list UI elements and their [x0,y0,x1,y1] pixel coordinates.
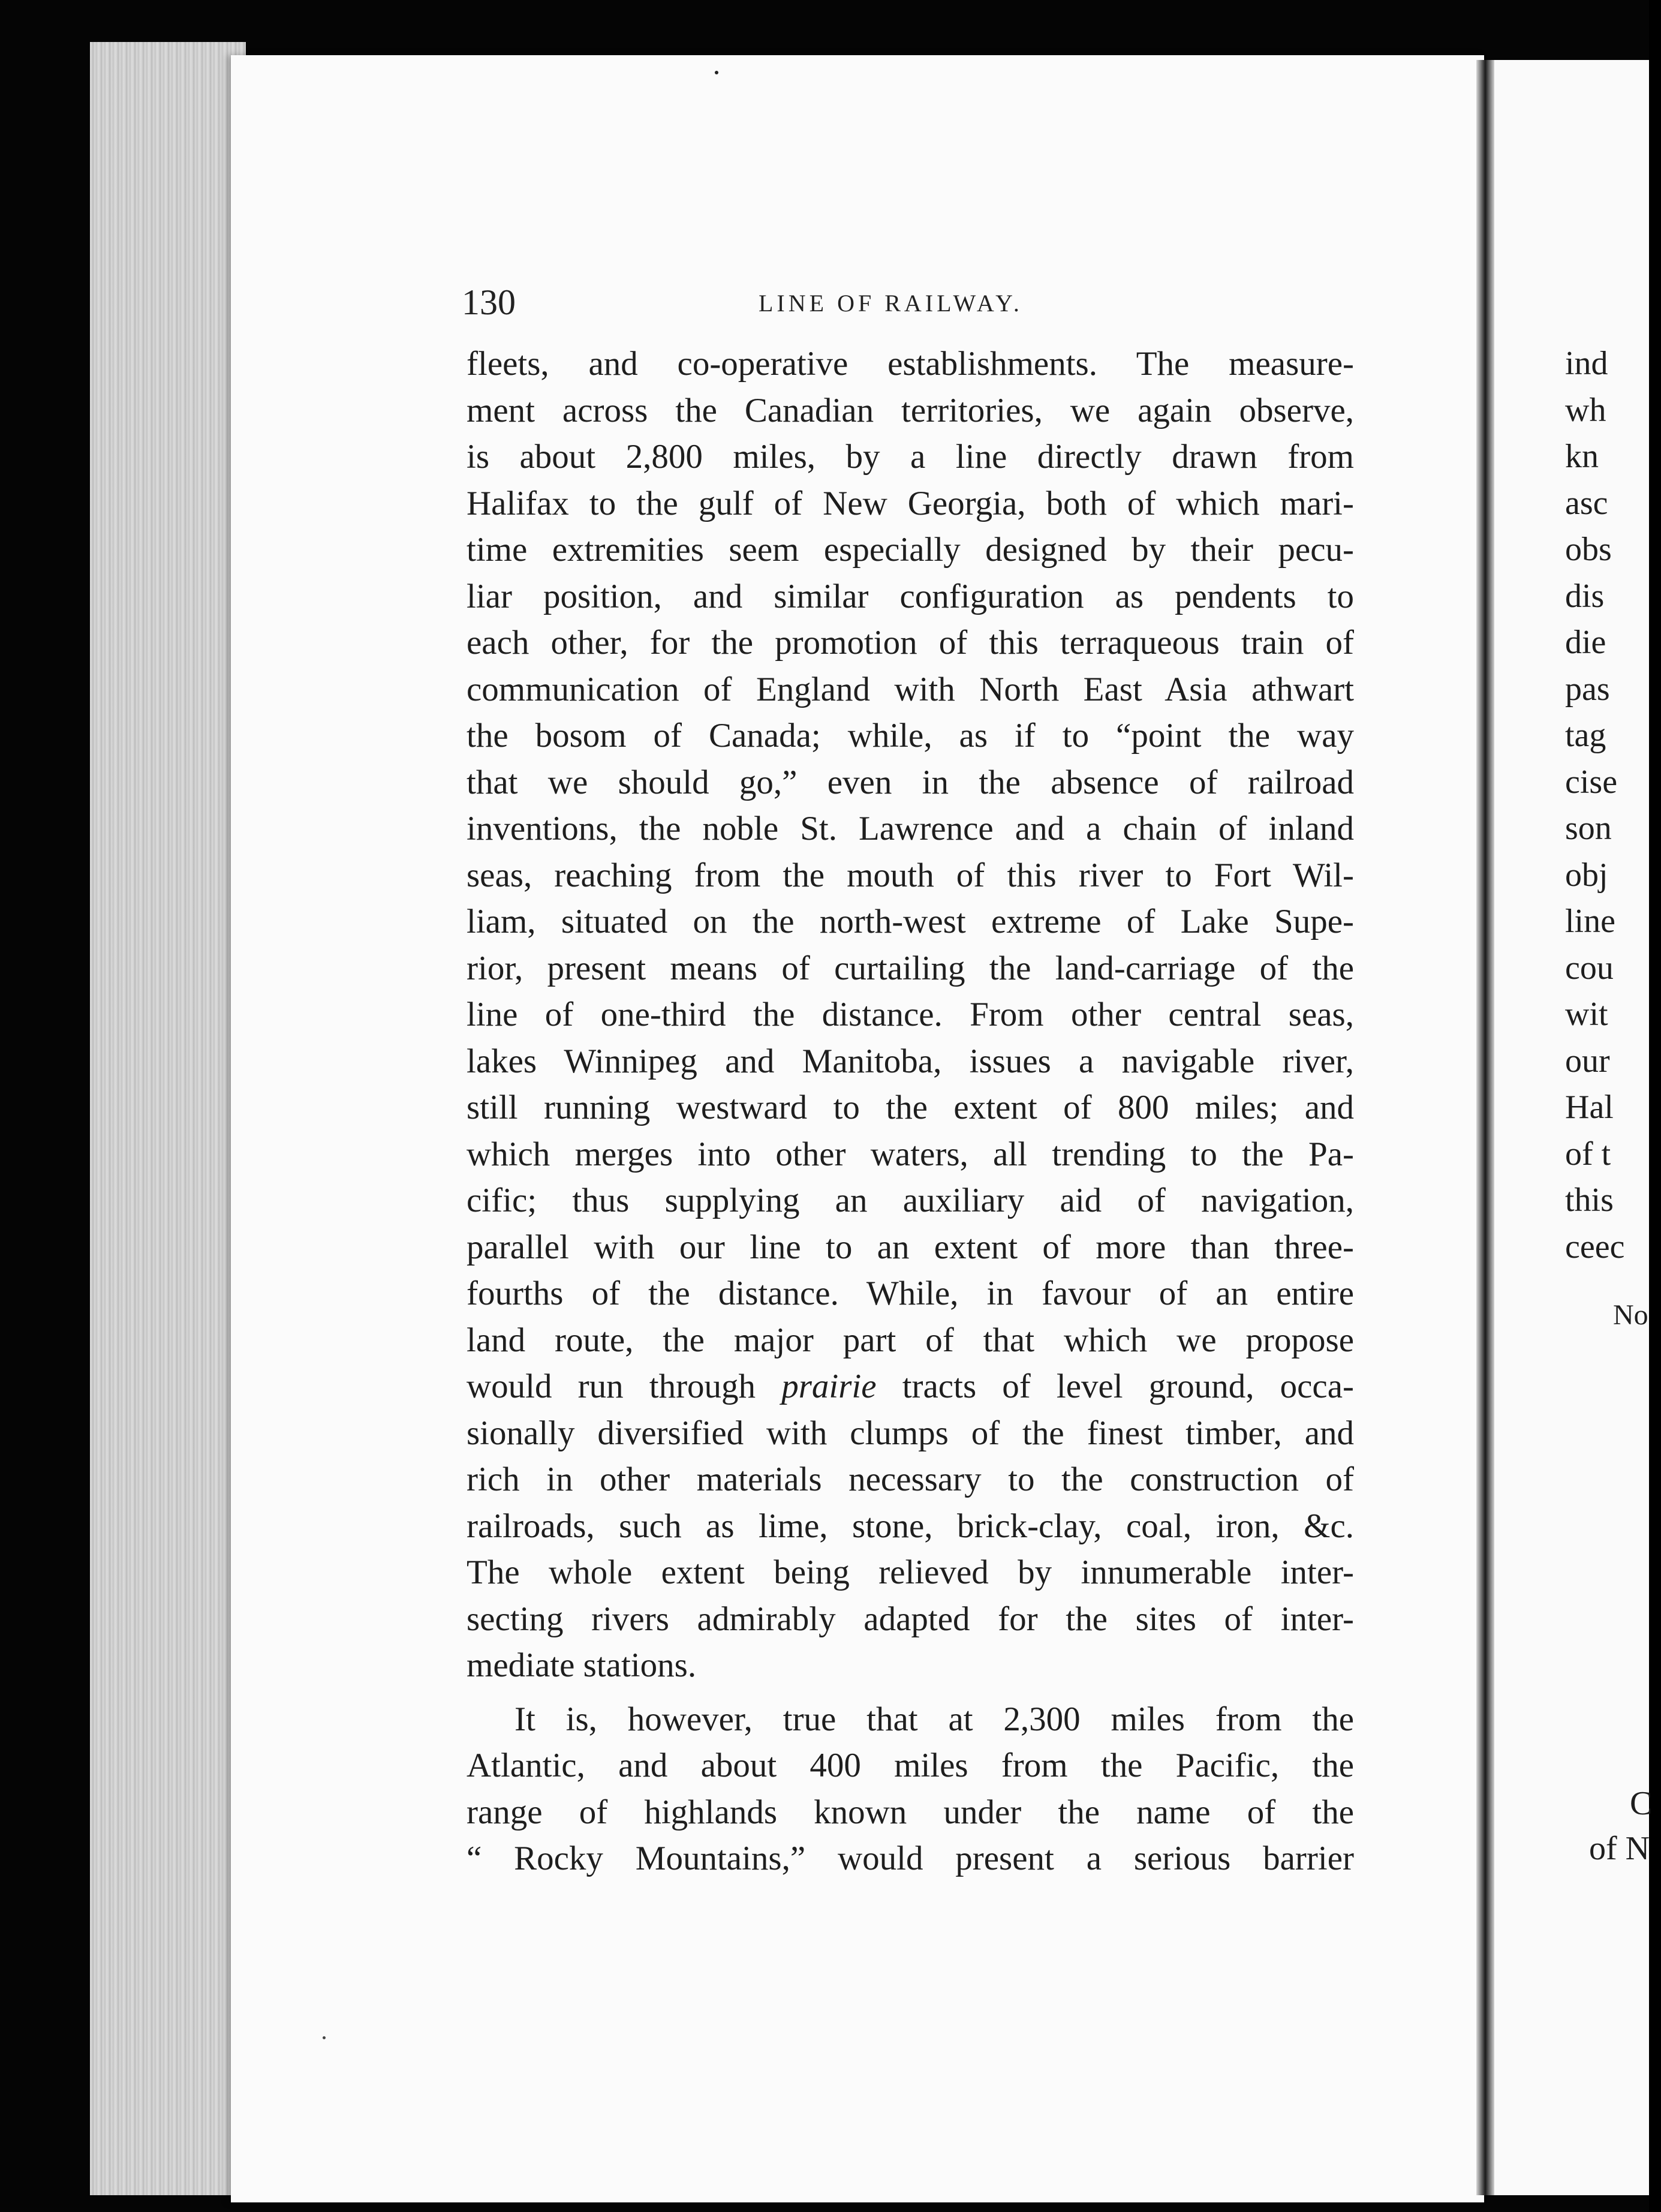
facing-line: son [1565,810,1612,847]
text-line: land route, the major part of that which we propose [467,1321,1354,1359]
facing-line: of t [1565,1135,1611,1173]
text-line: seas, reaching from the mouth of this river to Fort Wil- [467,856,1354,894]
scan-speck [323,2036,326,2039]
text-line: railroads, such as lime, stone, brick-clay, coal, iron, &c. [467,1507,1354,1545]
facing-line: this [1565,1182,1614,1219]
facing-heading: of N [1589,1830,1650,1867]
running-title: LINE OF RAILWAY. [759,290,1023,317]
text-line: secting rivers admirably adapted for the sites of inter- [467,1600,1354,1638]
facing-page-text [1565,341,1661,1270]
text-line: Halifax to the gulf of New Georgia, both of which mari- [467,484,1354,522]
facing-heading: C [1630,1785,1653,1822]
facing-line: pas [1565,670,1610,708]
scan-speck [715,71,718,74]
page-edges [90,42,246,2195]
page-header [231,282,1484,330]
text-line: parallel with our line to an extent of more than three- [467,1228,1354,1266]
text-line: It is, however, true that at 2,300 miles from the [514,1700,1354,1738]
facing-line: ceec [1565,1228,1625,1266]
text-line: “ Rocky Mountains,” would present a serious barrier [467,1840,1354,1877]
text-line: range of highlands known under the name of the [467,1793,1354,1831]
facing-line: Hal [1565,1089,1614,1126]
body-text [467,341,1354,1882]
text-line: lakes Winnipeg and Manitoba, issues a navigable river, [467,1042,1354,1080]
facing-line: obs [1565,531,1612,568]
facing-line: cise [1565,763,1618,801]
text-line: time extremities seem especially designed by their pecu- [467,531,1354,569]
text-line: is about 2,800 miles, by a line directly drawn from [467,438,1354,476]
facing-line: obj [1565,856,1608,894]
text-line-with-italic [467,1363,1354,1410]
text-line: each other, for the promotion of this terraqueous train of [467,624,1354,662]
text-line: liam, situated on the north-west extreme of Lake Supe- [467,903,1354,940]
text-line: liar position, and similar configuration as pendents to [467,577,1354,615]
book-gutter [1476,60,1494,2195]
text-line: rich in other materials necessary to the construction of [467,1460,1354,1498]
facing-line: asc [1565,484,1608,522]
facing-line: kn [1565,438,1599,475]
facing-line: dis [1565,577,1605,615]
text-line: still running westward to the extent of 800 miles; and [467,1089,1354,1126]
text-line: rior, present means of curtailing the land-carriage of the [467,949,1354,987]
facing-line: wh [1565,391,1606,429]
text-line: sionally diversified with clumps of the finest timber, and [467,1414,1354,1452]
page-number: 130 [462,282,516,322]
text-line: fourths of the distance. While, in favour of an entire [467,1275,1354,1312]
facing-note: No [1613,1299,1648,1331]
facing-line: ind [1565,345,1608,382]
text-line: fleets, and co-operative establishments. The measure- [467,345,1354,383]
text-line: ment across the Canadian territories, we again observe, [467,391,1354,429]
text-segment: tracts of level ground, occa- [902,1368,1355,1405]
paragraph-gap [467,1689,1354,1696]
italic-word: prairie [781,1368,877,1405]
facing-line: cou [1565,949,1614,987]
text-line: inventions, the noble St. Lawrence and a chain of inland [467,810,1354,847]
facing-line: tag [1565,717,1606,754]
text-line: The whole extent being relieved by innumerable inter- [467,1553,1354,1591]
text-line: that we should go,” even in the absence of railroad [467,763,1354,801]
text-line: line of one-third the distance. From other central seas, [467,996,1354,1033]
text-line: the bosom of Canada; while, as if to “point the way [467,717,1354,755]
facing-line: die [1565,624,1606,661]
text-line: communication of England with North East Asia athwart [467,670,1354,708]
text-line: cific; thus supplying an auxiliary aid of navigation, [467,1182,1354,1219]
text-line: which merges into other waters, all trending to the Pa- [467,1135,1354,1173]
facing-line: our [1565,1042,1610,1080]
facing-line: wit [1565,996,1608,1033]
text-line: Atlantic, and about 400 miles from the Pacific, the [467,1747,1354,1784]
text-segment: would run through [467,1368,756,1405]
text-line: mediate stations. [467,1646,697,1684]
facing-line: line [1565,903,1615,940]
